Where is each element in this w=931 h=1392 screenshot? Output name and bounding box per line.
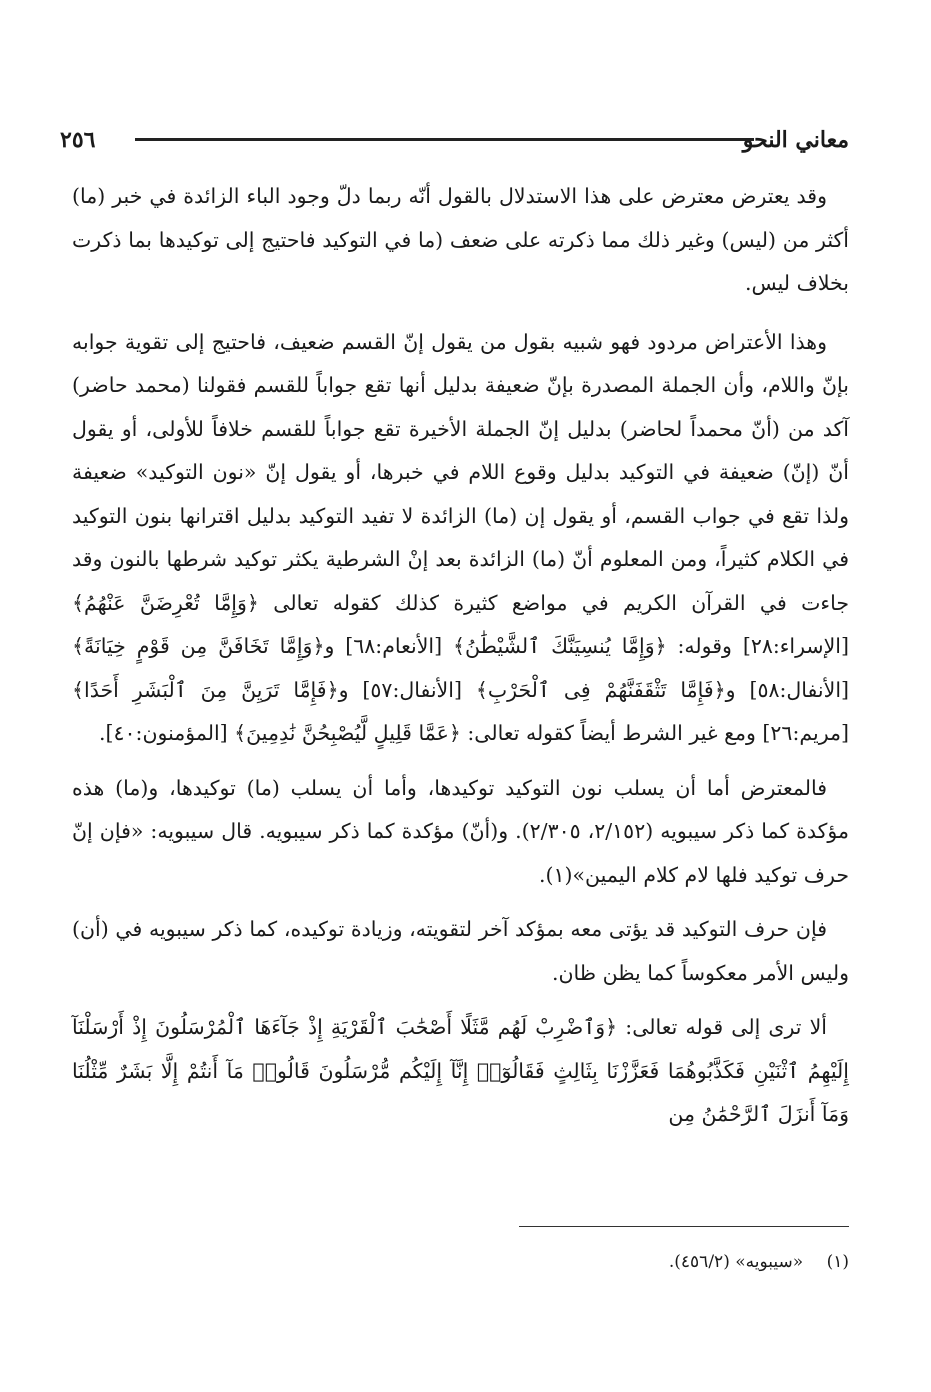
running-title: معاني النحو xyxy=(742,127,849,153)
paragraph-2: وهذا الأعتراض مردود فهو شبيه بقول من يقول إنّ القسم ضعيف، فاحتيج إلى تقوية جوابه بإنّ واللام، وأن الجملة المصدرة بإنّ ضعيفة بدليل أنها تقع جواباً للقسم فقولنا (محمد حاضر) آكد من (أنّ محمداً لحاضر) بدليل إنّ الجملة الأخيرة تقع جواباً للقسم خلافاً للأولى، أو يقول أنّ (إنّ) ضعيفة في التوكيد بدليل وقوع اللام في خبرها، أو يقول إنّ «نون التوكيد» ضعيفة ولذا تقع في جواب القسم، أو يقول إن (ما) الزائدة لا تفيد التوكيد بدليل اقترانها بنون التوكيد في الكلام كثيراً، ومن المعلوم أنّ (ما) الزائدة بعد إنْ الشرطية يكثر توكيد شرطها بالنون وقد جاءت في القرآن الكريم في مواضع كثيرة كذلك كقوله تعالى ﴿وَإِمَّا تُعْرِضَنَّ عَنْهُمُ﴾ [الإسراء:٢٨] وقوله: ﴿وَإِمَّا يُنسِيَنَّكَ ٱلشَّيْطَٰنُ﴾ [الأنعام:٦٨] و﴿وَإِمَّا تَخَافَنَّ مِن قَوْمٍ خِيَانَةً﴾ [الأنفال:٥٨] و﴿فَإِمَّا تَثْقَفَنَّهُمْ فِى ٱلْحَرْبِ﴾ [الأنفال:٥٧] و﴿فَإِمَّا تَرَيِنَّ مِنَ ٱلْبَشَرِ أَحَدًا﴾ [مريم:٢٦] ومع غير الشرط أيضاً كقوله تعالى: ﴿عَمَّا قَلِيلٍ لَّيُصْبِحُنَّ نَٰدِمِينَ﴾ [المؤمنون:٤٠]. xyxy=(72,329,850,745)
page-header xyxy=(60,120,849,160)
paragraph-1: وقد يعترض معترض على هذا الاستدلال بالقول أنّه ربما دلّ وجود الباء الزائدة في خبر (ما) أكثر من (ليس) وغير ذلك مما ذكرته على ضعف (ما في التوكيد فاحتيج إلى توكيدها بما ذكرت بخلاف ليس. xyxy=(72,184,849,295)
page-number: ٢٥٦ xyxy=(60,127,96,153)
main-text xyxy=(72,175,849,1137)
footnote-text: «سيبويه» (٤٥٦/٢). xyxy=(668,1252,804,1272)
footnote-rule xyxy=(519,1226,849,1227)
footnote-number: (١) xyxy=(826,1252,849,1272)
paragraph-5: ألا ترى إلى قوله تعالى: ﴿وَٱضْرِبْ لَهُم مَّثَلًا أَصْحَٰبَ ٱلْقَرْيَةِ إِذْ جَآءَهَا ٱلْمُرْسَلُونَ إِذْ أَرْسَلْنَآ إِلَيْهِمُ ٱثْنَيْنِ فَكَذَّبُوهُمَا فَعَزَّزْنَا بِثَالِثٍ فَقَالُوٓا۟ إِنَّآ إِلَيْكُم مُّرْسَلُونَ قَالُوا۟ مَآ أَنتُمْ إِلَّا بَشَرٌ مِّثْلُنَا وَمَآ أَنزَلَ ٱلرَّحْمَٰنُ مِن xyxy=(72,1015,849,1126)
paragraph-4: فإن حرف التوكيد قد يؤتى معه بمؤكد آخر لتقويته، وزيادة توكيده، كما ذكر سيبويه في (أن) وليس الأمر معكوساً كما يظن ظان. xyxy=(72,917,849,985)
footnote xyxy=(72,1247,849,1277)
header-rule xyxy=(135,138,754,141)
paragraph-3: فالمعترض أما أن يسلب نون التوكيد توكيدها، وأما أن يسلب (ما) توكيدها، و(ما) هذه مؤكدة كما ذكر سيبويه (٢/١٥٢، ٢/٣٠٥). و(أنّ) مؤكدة كما ذكر سيبويه. قال سيبويه: «فإن إنّ حرف توكيد فلها لام كلام اليمين»(١). xyxy=(72,775,849,887)
